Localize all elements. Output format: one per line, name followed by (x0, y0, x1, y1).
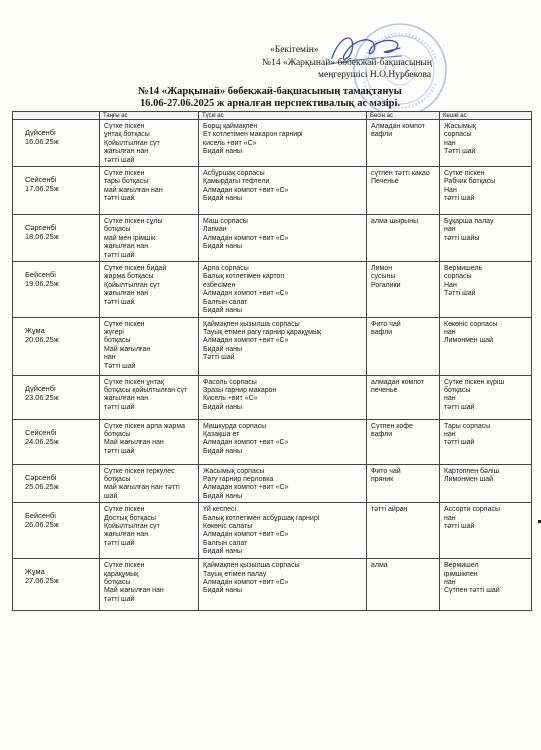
dinner-line: Лимонмен шай (444, 337, 494, 345)
lunch-line: Көкөніс салаты (203, 522, 253, 530)
table-row (13, 167, 532, 215)
snack-line: Фито чай (371, 320, 401, 328)
dinner-line: Нан (444, 186, 457, 194)
breakfast-line: шай (104, 492, 118, 500)
lunch-line: Лағман (203, 226, 227, 234)
document-title (60, 86, 480, 110)
cell-snack (367, 503, 440, 559)
lunch-line: кисель +вит «С» (203, 139, 257, 147)
breakfast-line: Қойылтылған сүт (104, 139, 160, 147)
breakfast-line: Сүтке піскен (104, 562, 145, 570)
breakfast-line: тәтті шай (104, 298, 135, 306)
day-line: 25.06.25ж (25, 481, 59, 491)
lunch-line: Фасоль сорпасы (203, 378, 257, 386)
dinner-line: Вермишел (444, 562, 479, 570)
cell-dinner (440, 375, 532, 419)
cell-lunch (199, 419, 367, 464)
day-line: Сәрсенбі (25, 472, 57, 482)
dinner-line: Тәтті шай (444, 148, 476, 156)
lunch-line: Алмадан компот +вит «С» (203, 290, 289, 298)
header-snack: Бесін ас (367, 112, 440, 120)
cell-lunch (199, 375, 367, 419)
table-row (13, 559, 532, 611)
table-row (13, 464, 532, 503)
day-line: Жұма (25, 325, 45, 335)
cell-lunch (199, 559, 367, 611)
header-breakfast: Таңғы ас (100, 112, 199, 120)
table-row (13, 120, 532, 167)
cell-day (13, 167, 100, 215)
day-line: 27.06.25ж (25, 576, 59, 586)
cell-lunch (199, 262, 367, 317)
lunch-line: Арпа сорпасы (203, 265, 249, 273)
snack-line: сүтпен тәтті какао (371, 170, 430, 178)
day-line: 26.06.25ж (25, 520, 59, 530)
dinner-line: нан (444, 139, 456, 147)
cell-snack (367, 262, 440, 317)
day-line: 24.06.25ж (25, 436, 59, 446)
breakfast-line: ботқасы (104, 337, 131, 345)
cell-breakfast (100, 503, 199, 559)
breakfast-line: қарақұмық (104, 570, 139, 578)
lunch-line: Ет котлетімен макарон гарнирі (203, 131, 303, 139)
cell-day (13, 419, 100, 464)
breakfast-line: жағылған нан (104, 395, 149, 403)
day-line: Бейсенбі (25, 511, 56, 521)
lunch-line: Бидай наны (203, 587, 242, 595)
lunch-line: Үй кеспесі (203, 506, 237, 514)
breakfast-line: Сүтке піскен (104, 506, 145, 514)
lunch-line: Рагу гарнир перловка (203, 475, 274, 483)
dinner-line: тәтті шай (444, 403, 475, 411)
cell-snack (367, 215, 440, 262)
snack-line: пряник (371, 475, 394, 483)
day-line: Сейсенбі (25, 175, 57, 185)
cell-day (13, 262, 100, 317)
dinner-line: Сүтке піскен күріш (444, 378, 505, 386)
lunch-line: Алмадан компот +вит «С» (203, 578, 289, 586)
lunch-line: Асбұршақ сорпасы (203, 170, 265, 178)
breakfast-line: Сүтке піскен арпа жарма (104, 422, 186, 430)
cell-lunch (199, 464, 367, 503)
table-row (13, 262, 532, 317)
breakfast-line: жағылған нан (104, 148, 149, 156)
day-line: Дүйсенбі (25, 128, 56, 137)
dinner-line: Көкөніс сорпасы (444, 320, 498, 328)
breakfast-line: тәтті шай (104, 539, 135, 547)
snack-line: алма (371, 562, 388, 570)
breakfast-line: Май жағылған нан (104, 587, 164, 595)
title-line-1: №14 «Жарқынай» бөбекжай-бақшасының тамақтануы (138, 86, 402, 97)
snack-line: Лимон (371, 265, 393, 273)
header-dinner: Кешкі ас (440, 112, 532, 120)
cell-snack (367, 559, 440, 611)
header-day (13, 112, 100, 120)
snack-line: Рогалики (371, 281, 401, 289)
day-line: 18.06.25ж (25, 232, 59, 242)
snack-line: Сүтпен кофе (371, 422, 413, 430)
breakfast-line: жарма ботқасы (104, 273, 154, 281)
cell-snack (367, 375, 440, 419)
lunch-line: Бидай наны (203, 403, 242, 411)
lunch-line: Зразы гарнир макарон (203, 386, 277, 394)
breakfast-line: нан (104, 354, 116, 362)
breakfast-line: Тәтті шай (104, 362, 136, 370)
breakfast-line: тәтті шай (104, 447, 135, 455)
cell-day (13, 375, 100, 419)
cell-day (13, 464, 100, 503)
snack-line: печенье (371, 386, 398, 394)
cell-snack (367, 317, 440, 375)
cell-dinner (440, 317, 532, 375)
cell-dinner (440, 503, 532, 559)
snack-line: вафли (371, 328, 393, 336)
snack-line: сусыны (371, 273, 396, 281)
dinner-line: Жасымық (444, 123, 476, 130)
dinner-line: Вермишель (444, 265, 483, 273)
approval-block (262, 44, 532, 82)
breakfast-line: Май жағылған (104, 345, 151, 353)
breakfast-line: Сүтке піскен бидай (104, 265, 167, 273)
breakfast-line: Сүтке піскен (104, 123, 145, 130)
table-row (13, 503, 532, 559)
cell-lunch (199, 167, 367, 215)
dinner-line: тәтті шай (444, 522, 475, 530)
dinner-line: нан (444, 514, 456, 522)
breakfast-line: ботқасы (104, 226, 131, 234)
lunch-line: Бидай наны (203, 195, 242, 203)
breakfast-line: тәтті шай (104, 195, 135, 203)
snack-line: вафли (371, 430, 393, 438)
lunch-line: Алмадан компот +вит «С» (203, 186, 289, 194)
breakfast-line: Сүтке піскен геркулес (104, 467, 175, 475)
breakfast-line: тәтті шай (104, 156, 135, 164)
lunch-line: Маш сорпасы (203, 218, 248, 226)
lunch-line: Балғын салат (203, 539, 248, 547)
dinner-line: тәтті шай (444, 439, 475, 447)
snack-line: Фито чай (371, 467, 401, 475)
dinner-line: Бұқарша палау (444, 218, 494, 226)
cell-dinner (440, 262, 532, 317)
approval-institution: №14 «Жарқынай» бөбекжай-бақшасының (262, 57, 432, 68)
breakfast-line: май жағылған нан тәтті (104, 484, 180, 492)
cell-breakfast (100, 559, 199, 611)
cell-day (13, 503, 100, 559)
breakfast-line: Сүтке піскен (104, 170, 145, 178)
lunch-line: Қаймақпен қызылша сорпасы (203, 320, 300, 328)
breakfast-line: Сүтке піскен (104, 320, 145, 328)
cell-day (13, 215, 100, 262)
snack-line: алма шырыны (371, 218, 419, 226)
lunch-line: Тауық етімен рагу гарнир қарақұмық (203, 328, 322, 336)
breakfast-line: Сүтке піскен ұнтақ (104, 378, 164, 386)
lunch-line: Қазақша ет (203, 430, 240, 438)
dinner-line: Нан (444, 281, 457, 289)
lunch-line: Кисель +вит «С» (203, 395, 258, 403)
title-line-2: 16.06-27.06.2025 ж арналған перспективалық ас мәзірі. (139, 98, 401, 109)
lunch-line: Бидай наны (203, 548, 242, 556)
header-lunch: Түскі ас (199, 112, 367, 120)
day-line: 19.06.25ж (25, 279, 59, 289)
cell-breakfast (100, 464, 199, 503)
cell-breakfast (100, 419, 199, 464)
dinner-line: Тары сорпасы (444, 422, 491, 430)
lunch-line: Алмадан компот +вит «С» (203, 439, 289, 447)
cell-snack (367, 167, 440, 215)
cell-snack (367, 419, 440, 464)
dinner-line: нан (444, 430, 456, 438)
day-line: 20.06.25ж (25, 334, 59, 344)
lunch-line: Бидай наны (203, 148, 242, 156)
breakfast-line: Сүтке піскен сұлы (104, 218, 163, 226)
breakfast-line: ботқасы (104, 430, 131, 438)
lunch-line: Алмадан компот +вит «С» (203, 337, 289, 345)
dinner-line: Сүтпен тәтті шай (444, 587, 500, 595)
breakfast-line: Қойылтылған сүт (104, 522, 160, 530)
cell-day (13, 120, 100, 167)
dinner-line: Картоппен бәліш (444, 467, 500, 475)
lunch-line: Бидай наны (203, 345, 242, 353)
snack-line: алмадан компот (371, 378, 425, 386)
dinner-line: тәтті шайы (444, 234, 480, 242)
breakfast-line: Достық ботқасы (104, 514, 156, 522)
day-line: Дүйсенбі (25, 383, 56, 393)
lunch-line: Бидай наны (203, 492, 242, 500)
approval-heading: «Бекітемін» (270, 45, 319, 55)
lunch-line: Бидай наны (203, 447, 242, 455)
dinner-line: Тәтті шай (444, 290, 476, 298)
cell-dinner (440, 559, 532, 611)
day-line: Бейсенбі (25, 270, 56, 280)
table-row (13, 215, 532, 262)
dinner-line: нан (444, 328, 456, 336)
cell-breakfast (100, 120, 199, 167)
lunch-line: Алмадан компот +вит «С» (203, 484, 289, 492)
dinner-line: сорпасы (444, 273, 472, 281)
snack-line: Алмадан компот (371, 123, 425, 130)
cell-lunch (199, 317, 367, 375)
menu-table (12, 111, 532, 611)
day-line: Сәрсенбі (25, 223, 57, 233)
cell-lunch (199, 215, 367, 262)
cell-dinner (440, 167, 532, 215)
lunch-line: Қаймақпен қызылша сорпасы (203, 562, 300, 570)
breakfast-line: жүгері (104, 328, 124, 336)
dinner-line: нан (444, 578, 456, 586)
breakfast-line: тары ботқасы (104, 178, 149, 186)
day-line: Сейсенбі (25, 427, 57, 437)
breakfast-line: жағылған нан (104, 531, 149, 539)
dinner-line: Лимонмен шай (444, 475, 494, 483)
breakfast-line: ботқасы (104, 578, 131, 586)
table-header-row (13, 112, 532, 120)
lunch-line: Қамырдағы тефтели (203, 178, 270, 186)
dinner-line: Сүтке піскен (444, 170, 485, 178)
breakfast-line: ұнтақ ботқасы (104, 131, 150, 139)
lunch-line: Балық котлетімен картоп (203, 273, 285, 281)
breakfast-line: Қойылтылған сүт (104, 281, 160, 289)
lunch-line: Тәтті шай (203, 354, 235, 362)
cell-breakfast (100, 262, 199, 317)
breakfast-line: май жағылған нан (104, 186, 163, 194)
cell-breakfast (100, 375, 199, 419)
lunch-line: Машкурда сорпасы (203, 422, 267, 430)
lunch-line: Бидай наны (203, 243, 242, 251)
cell-snack (367, 120, 440, 167)
breakfast-line: ботқасы қойылтылған сүт (104, 386, 188, 394)
lunch-line: Тауық етімен палау (203, 570, 267, 578)
cell-snack (367, 464, 440, 503)
dinner-line: нан (444, 226, 456, 234)
breakfast-line: тәтті шай (104, 251, 135, 259)
cell-day (13, 559, 100, 611)
cell-dinner (440, 419, 532, 464)
cell-day (13, 317, 100, 375)
snack-line: вафли (371, 131, 393, 139)
lunch-line: Жасымық сорпасы (203, 467, 265, 475)
cell-dinner (440, 120, 532, 167)
breakfast-line: Май жағылған нан (104, 439, 164, 447)
snack-line: Печенье (371, 178, 399, 186)
dinner-line: ботқасы (444, 386, 471, 394)
dinner-line: Ассорти сорпасы (444, 506, 501, 514)
day-line: 16.06.25ж (25, 137, 59, 146)
cell-breakfast (100, 317, 199, 375)
table-row (13, 419, 532, 464)
cell-lunch (199, 120, 367, 167)
dinner-line: Рабчик ботқасы (444, 178, 496, 186)
table-row (13, 375, 532, 419)
lunch-line: Балық котлетімен асбұршақ гарнирі (203, 514, 320, 522)
breakfast-line: жағылған нан (104, 243, 149, 251)
cell-breakfast (100, 215, 199, 262)
dinner-line: сорпасы (444, 131, 472, 139)
dinner-line: ірімшікпен (444, 570, 478, 578)
dinner-line: тәтті шай (444, 195, 475, 203)
snack-line: тәтті айран (371, 506, 408, 514)
cell-lunch (199, 503, 367, 559)
lunch-line: Алмадан компот +вит «С» (203, 531, 289, 539)
cell-dinner (440, 464, 532, 503)
breakfast-line: тәтті шай (104, 595, 135, 603)
lunch-line: Борщ қаймақпен (203, 123, 258, 130)
cell-breakfast (100, 167, 199, 215)
table-row (13, 317, 532, 375)
approval-head-name: меңгерушісі Н.О.Нурбекова (318, 70, 432, 80)
breakfast-line: жағылған нан (104, 290, 149, 298)
breakfast-line: май мен ірімшік (104, 234, 156, 242)
menu-table-body (13, 120, 532, 611)
lunch-line: Бидай наны (203, 307, 242, 315)
lunch-line: Балғын салат (203, 298, 248, 306)
lunch-line: Алмадан компот +вит «С» (203, 234, 289, 242)
breakfast-line: ботқасы (104, 475, 131, 483)
breakfast-line: тәтті шай (104, 403, 135, 411)
day-line: 17.06.25ж (25, 184, 59, 194)
lunch-line: езбесімен (203, 281, 236, 289)
day-line: 23.06.25ж (25, 392, 59, 402)
day-line: Жұма (25, 567, 45, 577)
cell-dinner (440, 215, 532, 262)
dinner-line: нан (444, 395, 456, 403)
